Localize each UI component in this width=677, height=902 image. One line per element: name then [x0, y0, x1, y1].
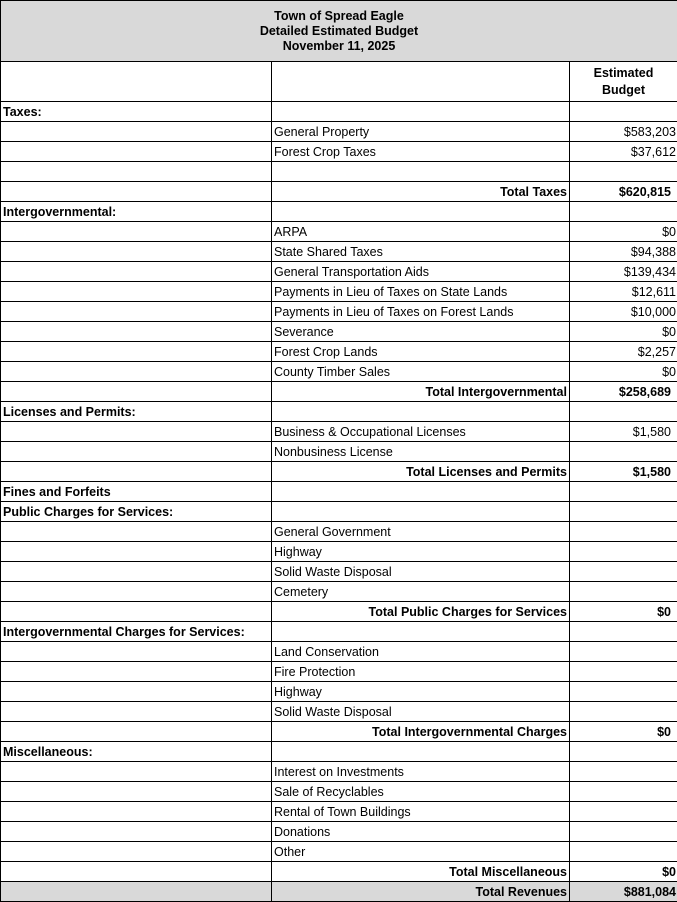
total-label[interactable]: Total Licenses and Permits: [272, 462, 570, 482]
cell[interactable]: [1, 862, 272, 882]
item-row: [1, 642, 677, 662]
title-row: [1, 1, 677, 62]
line-item-label[interactable]: General Property: [272, 122, 570, 142]
cell[interactable]: [272, 102, 570, 122]
total-row: [1, 382, 677, 402]
total-row: [1, 862, 677, 882]
title-cell[interactable]: [1, 1, 677, 62]
item-row: [1, 562, 677, 582]
line-item-amount[interactable]: [570, 822, 677, 842]
cell[interactable]: [1, 222, 272, 242]
item-row: [1, 822, 677, 842]
cell[interactable]: [570, 102, 677, 122]
item-row: [1, 582, 677, 602]
line-item-amount[interactable]: [570, 582, 677, 602]
line-item-amount[interactable]: $0: [570, 322, 677, 342]
cell[interactable]: [1, 522, 272, 542]
cell[interactable]: [1, 442, 272, 462]
cell[interactable]: [1, 342, 272, 362]
line-item-amount[interactable]: [570, 702, 677, 722]
line-item-amount[interactable]: $94,388: [570, 242, 677, 262]
total-label[interactable]: Total Revenues: [272, 882, 570, 902]
item-row: [1, 442, 677, 462]
item-row: [1, 322, 677, 342]
item-row: [1, 782, 677, 802]
line-item-amount[interactable]: [570, 662, 677, 682]
cell[interactable]: [272, 622, 570, 642]
line-item-amount[interactable]: $0: [570, 362, 677, 382]
total-amount[interactable]: $0: [570, 722, 677, 742]
item-row: [1, 542, 677, 562]
line-item-amount[interactable]: $2,257: [570, 342, 677, 362]
blank-row: [1, 162, 677, 182]
cell[interactable]: [272, 402, 570, 422]
item-row: [1, 262, 677, 282]
cell[interactable]: [1, 302, 272, 322]
cell[interactable]: [272, 162, 570, 182]
total-label[interactable]: Total Taxes: [272, 182, 570, 202]
line-item-label[interactable]: Highway: [272, 542, 570, 562]
cell[interactable]: [1, 142, 272, 162]
line-item-label[interactable]: Highway: [272, 682, 570, 702]
section-row: [1, 502, 677, 522]
cell[interactable]: [1, 242, 272, 262]
total-amount[interactable]: $0: [570, 862, 677, 882]
item-row: [1, 842, 677, 862]
line-item-amount[interactable]: $583,203: [570, 122, 677, 142]
line-item-amount[interactable]: $139,434: [570, 262, 677, 282]
total-amount[interactable]: $881,084: [570, 882, 677, 902]
line-item-amount[interactable]: [570, 442, 677, 462]
cell[interactable]: [1, 262, 272, 282]
line-item-amount[interactable]: [570, 842, 677, 862]
report-subtitle: Detailed Estimated Budget: [259, 23, 419, 38]
cell[interactable]: [1, 362, 272, 382]
total-label[interactable]: Total Miscellaneous: [272, 862, 570, 882]
cell[interactable]: [1, 602, 272, 622]
section-row: [1, 742, 677, 762]
cell[interactable]: [1, 762, 272, 782]
line-item-amount[interactable]: $1,580: [570, 422, 677, 442]
total-label[interactable]: Total Intergovernmental: [272, 382, 570, 402]
estimated-budget-header[interactable]: [570, 62, 677, 102]
cell[interactable]: [1, 682, 272, 702]
line-item-amount[interactable]: [570, 522, 677, 542]
line-item-label[interactable]: Business & Occupational Licenses: [272, 422, 570, 442]
cell[interactable]: [1, 582, 272, 602]
line-item-amount[interactable]: [570, 642, 677, 662]
line-item-label[interactable]: Land Conservation: [272, 642, 570, 662]
item-row: [1, 362, 677, 382]
report-title: Town of Spread Eagle: [274, 8, 404, 23]
total-row: [1, 602, 677, 622]
section-row: [1, 202, 677, 222]
cell[interactable]: [1, 802, 272, 822]
cell[interactable]: [1, 422, 272, 442]
cell[interactable]: [570, 162, 677, 182]
line-item-label[interactable]: Solid Waste Disposal: [272, 562, 570, 582]
section-label[interactable]: Licenses and Permits:: [1, 402, 272, 422]
cell[interactable]: [272, 482, 570, 502]
line-item-label[interactable]: Interest on Investments: [272, 762, 570, 782]
line-item-label[interactable]: Sale of Recyclables: [272, 782, 570, 802]
section-row: [1, 102, 677, 122]
total-amount[interactable]: $1,580: [570, 462, 677, 482]
item-row: [1, 342, 677, 362]
section-label[interactable]: Fines and Forfeits: [1, 482, 272, 502]
cell[interactable]: [570, 622, 677, 642]
item-row: [1, 522, 677, 542]
line-item-label[interactable]: Forest Crop Lands: [272, 342, 570, 362]
line-item-label[interactable]: Solid Waste Disposal: [272, 702, 570, 722]
line-item-amount[interactable]: [570, 682, 677, 702]
cell[interactable]: [570, 502, 677, 522]
line-item-amount[interactable]: [570, 562, 677, 582]
cell[interactable]: [1, 382, 272, 402]
section-row: [1, 622, 677, 642]
item-row: [1, 142, 677, 162]
section-label[interactable]: Public Charges for Services:: [1, 502, 272, 522]
total-amount[interactable]: $620,815: [570, 182, 677, 202]
cell[interactable]: [1, 542, 272, 562]
section-label[interactable]: Miscellaneous:: [1, 742, 272, 762]
item-row: [1, 802, 677, 822]
cell[interactable]: [1, 462, 272, 482]
line-item-label[interactable]: Donations: [272, 822, 570, 842]
cell[interactable]: [272, 502, 570, 522]
item-row: [1, 702, 677, 722]
line-item-label[interactable]: ARPA: [272, 222, 570, 242]
line-item-label[interactable]: County Timber Sales: [272, 362, 570, 382]
cell[interactable]: [272, 62, 570, 102]
cell[interactable]: [1, 122, 272, 142]
total-row: [1, 462, 677, 482]
item-row: [1, 122, 677, 142]
line-item-amount[interactable]: $37,612: [570, 142, 677, 162]
cell[interactable]: [570, 742, 677, 762]
total-label[interactable]: Total Intergovernmental Charges: [272, 722, 570, 742]
cell[interactable]: [1, 282, 272, 302]
line-item-amount[interactable]: [570, 802, 677, 822]
item-row: [1, 282, 677, 302]
line-item-label[interactable]: General Government: [272, 522, 570, 542]
cell[interactable]: [570, 402, 677, 422]
section-row: [1, 482, 677, 502]
cell[interactable]: [1, 882, 272, 902]
item-row: [1, 762, 677, 782]
line-item-amount[interactable]: $0: [570, 222, 677, 242]
header-line: Budget: [601, 82, 646, 97]
total-row: [1, 722, 677, 742]
cell[interactable]: [1, 162, 272, 182]
line-item-amount[interactable]: [570, 762, 677, 782]
item-row: [1, 422, 677, 442]
line-item-label[interactable]: Severance: [272, 322, 570, 342]
line-item-label[interactable]: State Shared Taxes: [272, 242, 570, 262]
cell[interactable]: [1, 562, 272, 582]
line-item-amount[interactable]: [570, 542, 677, 562]
total-amount[interactable]: $0: [570, 602, 677, 622]
cell[interactable]: [570, 482, 677, 502]
item-row: [1, 682, 677, 702]
cell[interactable]: [570, 202, 677, 222]
item-row: [1, 302, 677, 322]
cell[interactable]: [1, 702, 272, 722]
cell[interactable]: [1, 182, 272, 202]
cell[interactable]: [1, 642, 272, 662]
cell[interactable]: [272, 742, 570, 762]
cell[interactable]: [1, 842, 272, 862]
line-item-amount[interactable]: $10,000: [570, 302, 677, 322]
item-row: [1, 242, 677, 262]
cell[interactable]: [1, 322, 272, 342]
section-label[interactable]: Taxes:: [1, 102, 272, 122]
line-item-label[interactable]: General Transportation Aids: [272, 262, 570, 282]
line-item-label[interactable]: Forest Crop Taxes: [272, 142, 570, 162]
cell[interactable]: [1, 822, 272, 842]
total-amount[interactable]: $258,689: [570, 382, 677, 402]
line-item-label[interactable]: Payments in Lieu of Taxes on State Lands: [272, 282, 570, 302]
line-item-label[interactable]: Cemetery: [272, 582, 570, 602]
section-label[interactable]: Intergovernmental:: [1, 202, 272, 222]
column-header-row: [1, 62, 677, 102]
total-row: [1, 182, 677, 202]
header-line: Estimated: [593, 65, 654, 80]
cell[interactable]: [1, 722, 272, 742]
line-item-label[interactable]: Nonbusiness License: [272, 442, 570, 462]
item-row: [1, 222, 677, 242]
section-label[interactable]: Intergovernmental Charges for Services:: [1, 622, 272, 642]
cell[interactable]: [1, 662, 272, 682]
line-item-amount[interactable]: [570, 782, 677, 802]
report-date: November 11, 2025: [282, 38, 396, 53]
line-item-label[interactable]: Fire Protection: [272, 662, 570, 682]
total-label[interactable]: Total Public Charges for Services: [272, 602, 570, 622]
item-row: [1, 662, 677, 682]
line-item-amount[interactable]: $12,611: [570, 282, 677, 302]
line-item-label[interactable]: Payments in Lieu of Taxes on Forest Lands: [272, 302, 570, 322]
cell[interactable]: [1, 62, 272, 102]
cell[interactable]: [272, 202, 570, 222]
cell[interactable]: [1, 782, 272, 802]
line-item-label[interactable]: Rental of Town Buildings: [272, 802, 570, 822]
section-row: [1, 402, 677, 422]
line-item-label[interactable]: Other: [272, 842, 570, 862]
grand-row: [1, 882, 677, 902]
